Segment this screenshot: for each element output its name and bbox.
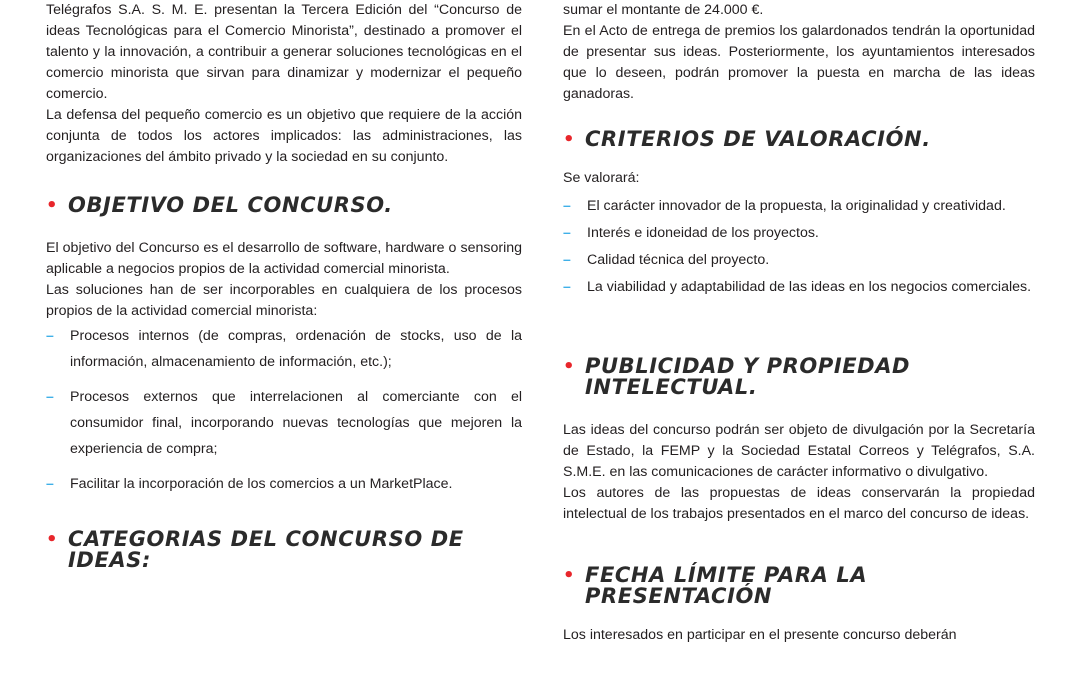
objetivo-paragraph-2: Las soluciones han de ser incorporables en cualquiera de los procesos propios de la actividad comercial minorista:: [46, 282, 522, 319]
list-item: [563, 249, 1035, 271]
criterios-list: [563, 195, 1035, 298]
intro-paragraph-2: La defensa del pequeño comercio es un objetivo que requiere de la acción conjunta de todos los actores implicados: las administraciones, las organizaciones del ámbito privado y la sociedad en su conjunto.: [46, 107, 522, 165]
blue-dash-icon: –: [46, 327, 54, 343]
red-dot-icon: •: [46, 529, 59, 550]
left-column: [46, 0, 522, 571]
red-dot-icon: •: [563, 129, 576, 150]
publicidad-paragraph-1: Las ideas del concurso podrán ser objeto de divulgación por la Secretaría de Estado, la FEMP y la Sociedad Estatal Correos y Telégrafos, S.A. S.M.E. en las comunicaciones de carácter informativo o divulgativo.: [563, 422, 1035, 480]
list-item-text: La viabilidad y adaptabilidad de las ideas en los negocios comerciales.: [587, 279, 1032, 295]
objetivo-paragraph-1: El objetivo del Concurso es el desarrollo de software, hardware o sensoring aplicable a negocios propios de la actividad comercial minorista.: [46, 240, 522, 277]
criterios-lead: Se valorará:: [563, 170, 640, 186]
list-item-text: Procesos internos (de compras, ordenación de stocks, uso de la información, almacenamiento de información, etc.);: [70, 328, 522, 370]
blue-dash-icon: –: [46, 475, 54, 491]
list-item-text: Procesos externos que interrelacionen al comerciante con el consumidor final, incorporando nuevas tecnologías que mejoren la experiencia de compra;: [70, 389, 522, 457]
red-dot-icon: •: [563, 356, 576, 377]
intro-paragraph-1: Telégrafos S.A. S. M. E. presentan la Tercera Edición del “Concurso de ideas Tecnológicas para el Comercio Minorista”, destinado a promover el talento y la innovación, a contribuir a generar soluciones tecnológicas en el comercio minorista que sirvan para dinamizar y modernizar el pequeño comercio.: [46, 2, 522, 102]
criterios-heading: [563, 129, 1035, 150]
list-item-text: Facilitar la incorporación de los comercios a un MarketPlace.: [70, 476, 453, 492]
right-column: [563, 0, 1035, 646]
list-item: [563, 195, 1035, 217]
red-dot-icon: •: [563, 565, 576, 586]
premio-paragraph: sumar el montante de 24.000 €.: [563, 2, 764, 18]
categorias-heading-text: CATEGORIAS DEL CONCURSO DE IDEAS:: [68, 527, 464, 572]
criterios-heading-text: CRITERIOS DE VALORACIÓN.: [585, 127, 931, 151]
fecha-paragraph: Los interesados en participar en el presente concurso deberán: [563, 627, 957, 643]
publicidad-paragraph-2: Los autores de las propuestas de ideas conservarán la propiedad intelectual de los trabajos presentados en el marco del concurso de ideas.: [563, 485, 1035, 522]
publicidad-heading: [563, 356, 1035, 398]
blue-dash-icon: –: [563, 224, 571, 240]
blue-dash-icon: –: [563, 251, 571, 267]
list-item: [563, 276, 1035, 298]
list-item-text: Interés e idoneidad de los proyectos.: [587, 225, 819, 241]
list-item-text: El carácter innovador de la propuesta, la originalidad y creatividad.: [587, 198, 1006, 214]
red-dot-icon: •: [46, 195, 59, 216]
fecha-heading: [563, 565, 1035, 607]
blue-dash-icon: –: [563, 278, 571, 294]
list-item: [46, 322, 522, 375]
categorias-heading: [46, 529, 522, 571]
list-item: [563, 222, 1035, 244]
objetivo-list: [46, 322, 522, 497]
fecha-heading-text: FECHA LÍMITE PARA LA PRESENTACIÓN: [585, 563, 868, 608]
objetivo-heading-text: OBJETIVO DEL CONCURSO.: [68, 193, 393, 217]
blue-dash-icon: –: [563, 197, 571, 213]
publicidad-heading-text: PUBLICIDAD Y PROPIEDAD INTELECTUAL.: [585, 354, 911, 399]
objetivo-heading: [46, 195, 522, 216]
list-item: [46, 470, 522, 497]
blue-dash-icon: –: [46, 388, 54, 404]
list-item-text: Calidad técnica del proyecto.: [587, 252, 770, 268]
list-item: [46, 383, 522, 462]
acto-paragraph: En el Acto de entrega de premios los galardonados tendrán la oportunidad de presentar sus ideas. Posteriormente, los ayuntamientos interesados que lo deseen, podrán promover la puesta en marcha de las ideas ganadoras.: [563, 23, 1035, 102]
